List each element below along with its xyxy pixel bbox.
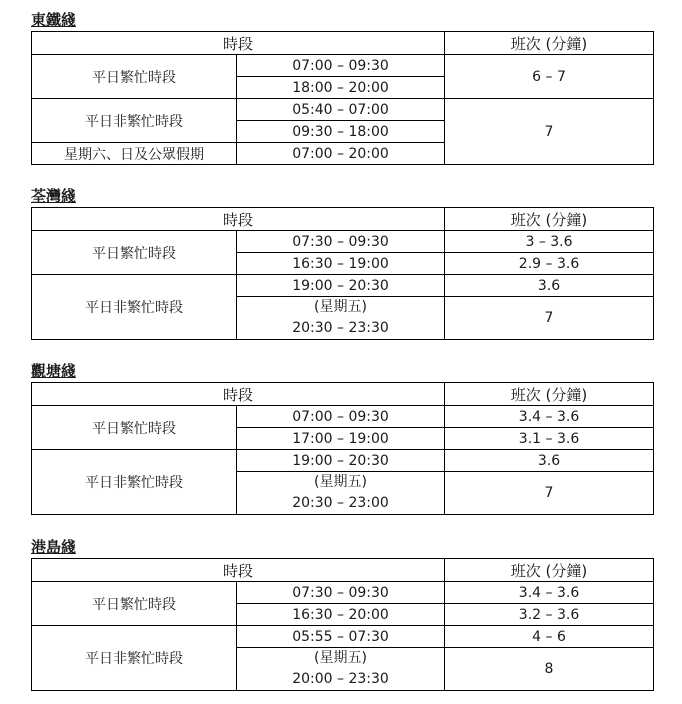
frequency-value: 6 – 7 — [445, 55, 654, 99]
period-label: 平日繁忙時段 — [32, 582, 237, 626]
time-slot: 20:00 – 23:30 — [292, 671, 389, 687]
frequency-header: 班次 (分鐘) — [445, 559, 654, 582]
time-header: 時段 — [32, 559, 445, 582]
time-header: 時段 — [32, 383, 445, 406]
frequency-value: 3.6 — [445, 275, 654, 297]
period-label: 平日非繁忙時段 — [32, 450, 237, 515]
timetable — [31, 558, 654, 691]
line-title: 東鐵綫 — [31, 11, 77, 29]
time-slot: 19:00 – 20:30 — [237, 450, 445, 472]
frequency-value: 3.2 – 3.6 — [445, 604, 654, 626]
frequency-value: 3 – 3.6 — [445, 231, 654, 253]
line-title: 港島綫 — [31, 538, 77, 556]
period-label: 平日繁忙時段 — [32, 406, 237, 450]
line-title: 荃灣綫 — [31, 187, 77, 205]
time-slot: 20:30 – 23:00 — [292, 495, 389, 511]
frequency-value: 8 — [445, 648, 654, 691]
time-slot: 16:30 – 19:00 — [237, 253, 445, 275]
time-slot: 07:30 – 09:30 — [237, 582, 445, 604]
friday-time-slot — [237, 297, 445, 340]
frequency-value: 3.4 – 3.6 — [445, 582, 654, 604]
friday-label: (星期五) — [314, 650, 367, 666]
friday-time-slot — [237, 648, 445, 691]
time-slot: 05:40 – 07:00 — [237, 99, 445, 121]
frequency-value: 7 — [445, 297, 654, 340]
frequency-value: 2.9 – 3.6 — [445, 253, 654, 275]
timetable — [31, 382, 654, 515]
frequency-header: 班次 (分鐘) — [445, 383, 654, 406]
friday-label: (星期五) — [314, 299, 367, 315]
frequency-value: 7 — [445, 99, 654, 165]
time-slot: 07:00 – 09:30 — [237, 406, 445, 428]
line-title: 觀塘綫 — [31, 362, 77, 380]
timetable — [31, 207, 654, 340]
frequency-value: 3.1 – 3.6 — [445, 428, 654, 450]
time-header: 時段 — [32, 208, 445, 231]
time-slot: 18:00 – 20:00 — [237, 77, 445, 99]
time-slot: 07:00 – 20:00 — [237, 143, 445, 165]
period-label: 星期六、日及公眾假期 — [32, 143, 237, 165]
frequency-value: 4 – 6 — [445, 626, 654, 648]
period-label: 平日非繁忙時段 — [32, 99, 237, 143]
time-slot: 07:00 – 09:30 — [237, 55, 445, 77]
time-slot: 16:30 – 20:00 — [237, 604, 445, 626]
time-slot: 19:00 – 20:30 — [237, 275, 445, 297]
time-header: 時段 — [32, 32, 445, 55]
time-slot: 17:00 – 19:00 — [237, 428, 445, 450]
time-slot: 09:30 – 18:00 — [237, 121, 445, 143]
frequency-value: 3.4 – 3.6 — [445, 406, 654, 428]
period-label: 平日繁忙時段 — [32, 231, 237, 275]
period-label: 平日非繁忙時段 — [32, 275, 237, 340]
friday-label: (星期五) — [314, 474, 367, 490]
time-slot: 05:55 – 07:30 — [237, 626, 445, 648]
period-label: 平日繁忙時段 — [32, 55, 237, 99]
period-label: 平日非繁忙時段 — [32, 626, 237, 691]
frequency-value: 7 — [445, 472, 654, 515]
time-slot: 07:30 – 09:30 — [237, 231, 445, 253]
frequency-header: 班次 (分鐘) — [445, 208, 654, 231]
time-slot: 20:30 – 23:30 — [292, 320, 389, 336]
frequency-header: 班次 (分鐘) — [445, 32, 654, 55]
friday-time-slot — [237, 472, 445, 515]
timetable — [31, 31, 654, 165]
frequency-value: 3.6 — [445, 450, 654, 472]
